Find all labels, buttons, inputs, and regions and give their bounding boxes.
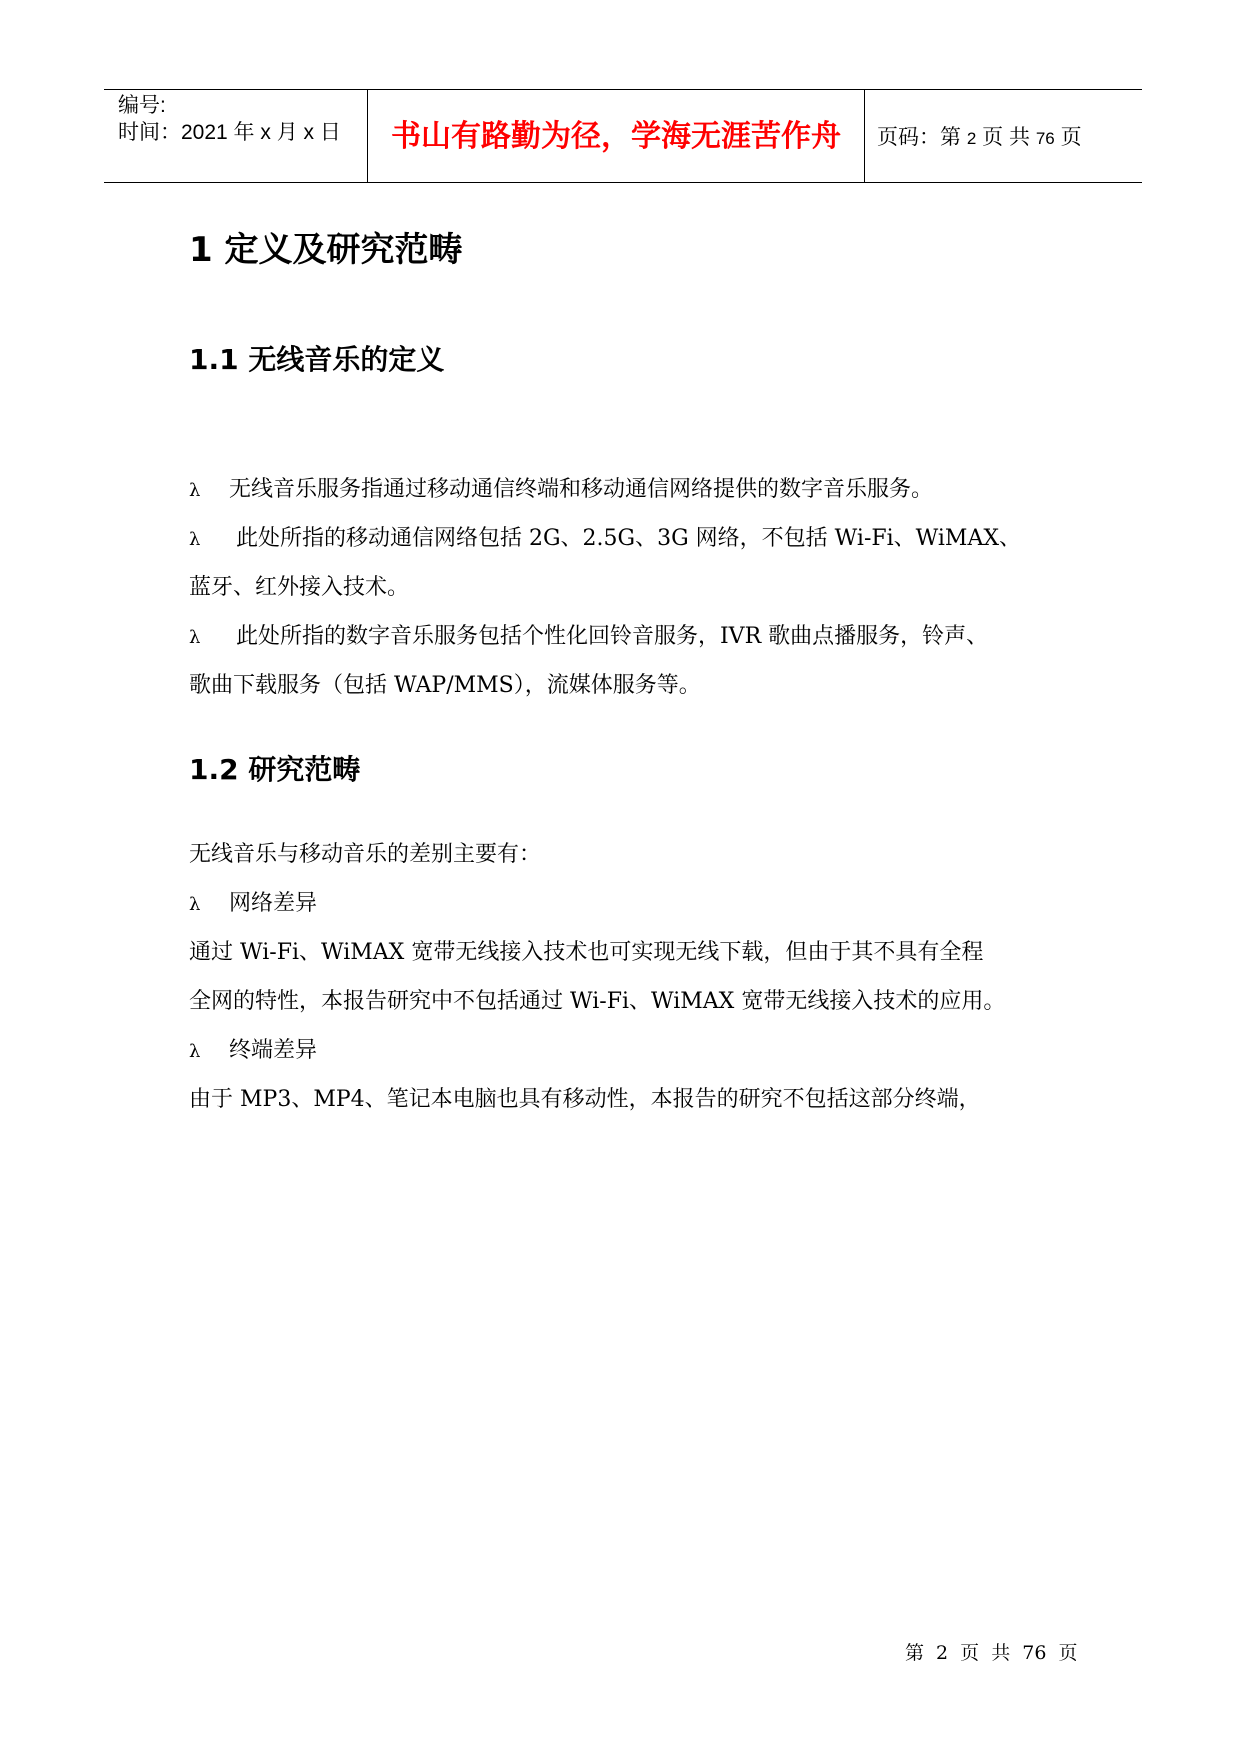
page-header (104, 89, 1142, 183)
bullet-text: 此处所指的数字音乐服务包括个性化回铃音服务，IVR 歌曲点播服务，铃声、 (229, 624, 989, 649)
header-page-cell (865, 90, 1142, 182)
paragraph-text: 通过 Wi-Fi、WiMAX 宽带无线接入技术也可实现无线下载，但由于其不具有全程 (189, 940, 984, 965)
document-number-label: 编号: (118, 94, 166, 117)
section-heading-1-2: 1.2 研究范畴 (189, 753, 361, 786)
paragraph-text: 由于 MP3、MP4、笔记本电脑也具有移动性，本报告的研究不包括这部分终端， (189, 1087, 981, 1112)
header-page-info (877, 124, 1082, 153)
document-time-label: 时间：2021 年 x 月 x 日 (118, 121, 341, 144)
bullet-symbol: λ (189, 529, 201, 550)
section-heading-1-1: 1.1 无线音乐的定义 (189, 343, 445, 376)
chapter-heading: 1 定义及研究范畴 (189, 230, 463, 270)
paragraph-intro: 无线音乐与移动音乐的差别主要有： (189, 842, 542, 867)
paragraph-bullet-3 (189, 621, 988, 654)
page-mid: 页 共 (982, 126, 1030, 149)
header-motto-cell (368, 90, 865, 182)
bullet-text: 终端差异 (229, 1038, 318, 1063)
bullet-symbol: λ (189, 627, 201, 648)
bullet-symbol: λ (189, 1041, 201, 1062)
bullet-symbol: λ (189, 894, 201, 915)
page-total: 76 (1035, 129, 1055, 148)
paragraph-continuation: 歌曲下载服务（包括 WAP/MMS），流媒体服务等。 (189, 673, 701, 698)
paragraph-bullet-2 (189, 523, 1021, 556)
page-label: 页码：第 (877, 126, 961, 149)
paragraph-text: 全网的特性，本报告研究中不包括通过 Wi-Fi、WiMAX 宽带无线接入技术的应用。 (189, 989, 1006, 1014)
paragraph-bullet-network (189, 888, 317, 921)
paragraph-bullet-terminal (189, 1035, 317, 1068)
bullet-text: 无线音乐服务指通过移动通信终端和移动通信网络提供的数字音乐服务。 (229, 477, 934, 502)
page-end: 页 (1060, 126, 1082, 149)
header-info-cell (104, 90, 368, 182)
bullet-text: 此处所指的移动通信网络包括 2G、2.5G、3G 网络，不包括 Wi-Fi、WiMAX、 (229, 526, 1022, 551)
paragraph-bullet-1 (189, 474, 933, 507)
bullet-text: 网络差异 (229, 891, 318, 916)
paragraph-continuation: 蓝牙、红外接入技术。 (189, 575, 410, 600)
header-motto: 书山有路勤为径，学海无涯苦作舟 (391, 119, 841, 154)
page-current: 2 (966, 129, 977, 148)
bullet-symbol: λ (189, 480, 201, 501)
page-footer: 第 2 页 共 76 页 (905, 1642, 1078, 1664)
